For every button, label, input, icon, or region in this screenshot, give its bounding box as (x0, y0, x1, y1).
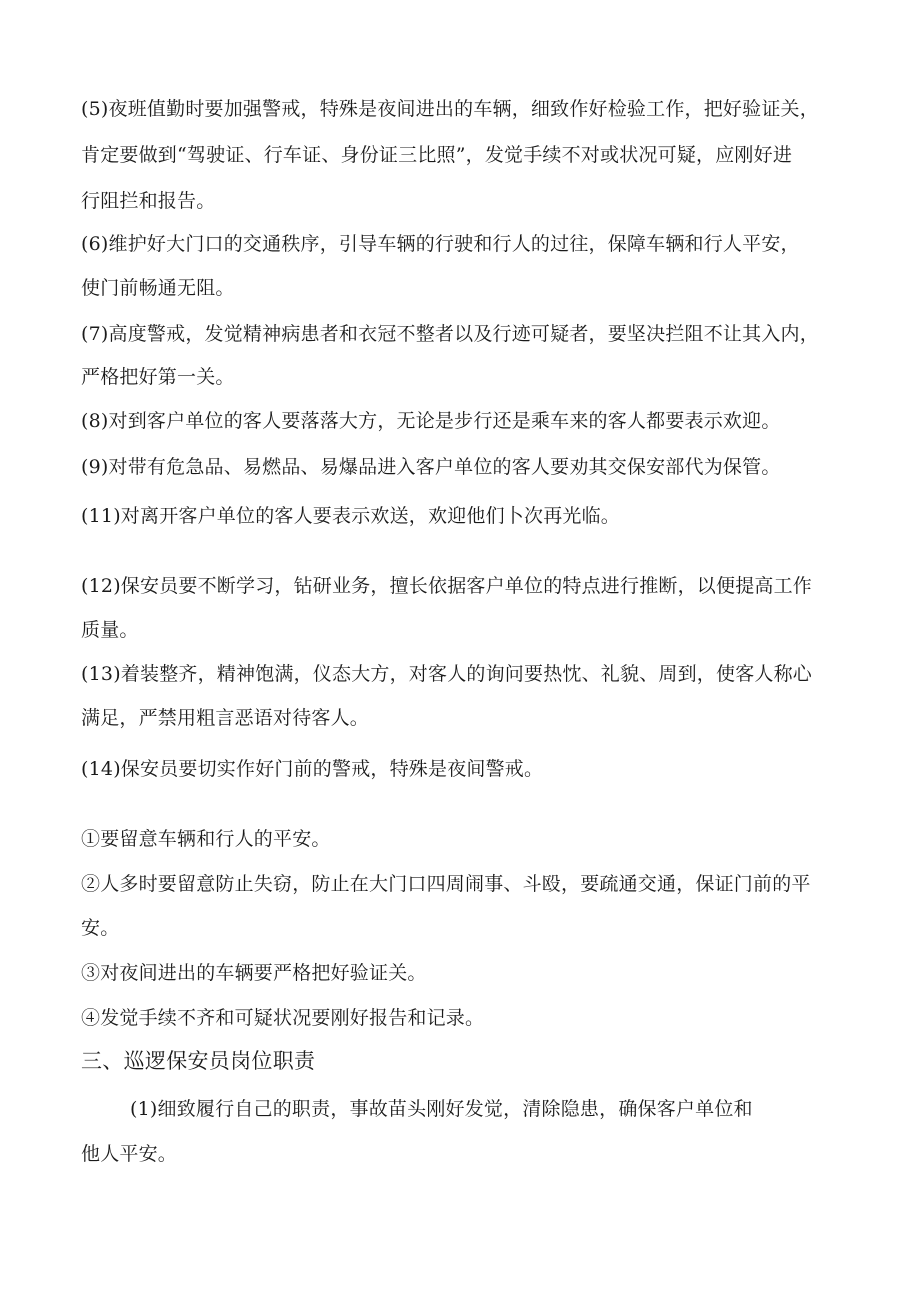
item-5-line-3: 行阻拦和报告。 (81, 190, 216, 212)
item-7-line-2: 严格把好第一关。 (81, 366, 235, 388)
item-13-line-1: (13)着装整齐，精神饱满，仪态大方，对客人的询问要热忱、礼貌、周到，使客人称心 (81, 663, 813, 685)
item-6-line-1: (6)维护好大门口的交通秩序，引导车辆的行驶和行人的过往，保障车辆和行人平安， (81, 233, 800, 255)
item-13-line-2: 满足，严禁用粗言恶语对待客人。 (81, 707, 370, 729)
section-heading: 三、巡逻保安员岗位职责 (81, 1049, 316, 1073)
item-5-line-1: (5)夜班值勤时要加强警戒，特殊是夜间进出的车辆，细致作好检验工作，把好验证关， (81, 98, 819, 120)
sub-item-2-line-1: ②人多时要留意防止失窃，防止在大门口四周闹事、斗殴，要疏通交通，保证门前的平 (81, 873, 811, 895)
item-14-line-1: (14)保安员要切实作好门前的警戒，特殊是夜间警戒。 (81, 758, 544, 780)
sub-item-2-line-2: 安。 (81, 917, 120, 939)
item-12-line-2: 质量。 (81, 619, 139, 641)
section-item-1-line-2: 他人平安。 (81, 1143, 178, 1165)
item-7-line-1: (7)高度警戒，发觉精神病患者和衣冠不整者以及行迹可疑者，要坚决拦阻不让其入内， (81, 323, 819, 345)
section-item-1-line-1: (1)细致履行自己的职责，事故苗头刚好发觉，清除隐患，确保客户单位和 (130, 1098, 753, 1120)
sub-item-4-line-1: ④发觉手续不齐和可疑状况要刚好报告和记录。 (81, 1007, 485, 1029)
item-9-line-1: (9)对带有危急品、易燃品、易爆品进入客户单位的客人要劝其交保安部代为保管。 (81, 456, 781, 478)
item-5-line-2: 肯定要做到“驾驶证、行车证、身份证三比照”，发觉手续不对或状况可疑，应刚好进 (81, 144, 793, 166)
sub-item-3-line-1: ③对夜间进出的车辆要严格把好验证关。 (81, 962, 427, 984)
item-6-line-2: 使门前畅通无阻。 (81, 277, 235, 299)
item-8-line-1: (8)对到客户单位的客人要落落大方，无论是步行还是乘车来的客人都要表示欢迎。 (81, 410, 781, 432)
item-11-line-1: (11)对离开客户单位的客人要表示欢送，欢迎他们卜次再光临。 (81, 505, 621, 527)
sub-item-1-line-1: ①要留意车辆和行人的平安。 (81, 828, 331, 850)
item-12-line-1: (12)保安员要不断学习，钻研业务，擅长依据客户单位的特点进行推断，以便提高工作 (81, 575, 813, 597)
